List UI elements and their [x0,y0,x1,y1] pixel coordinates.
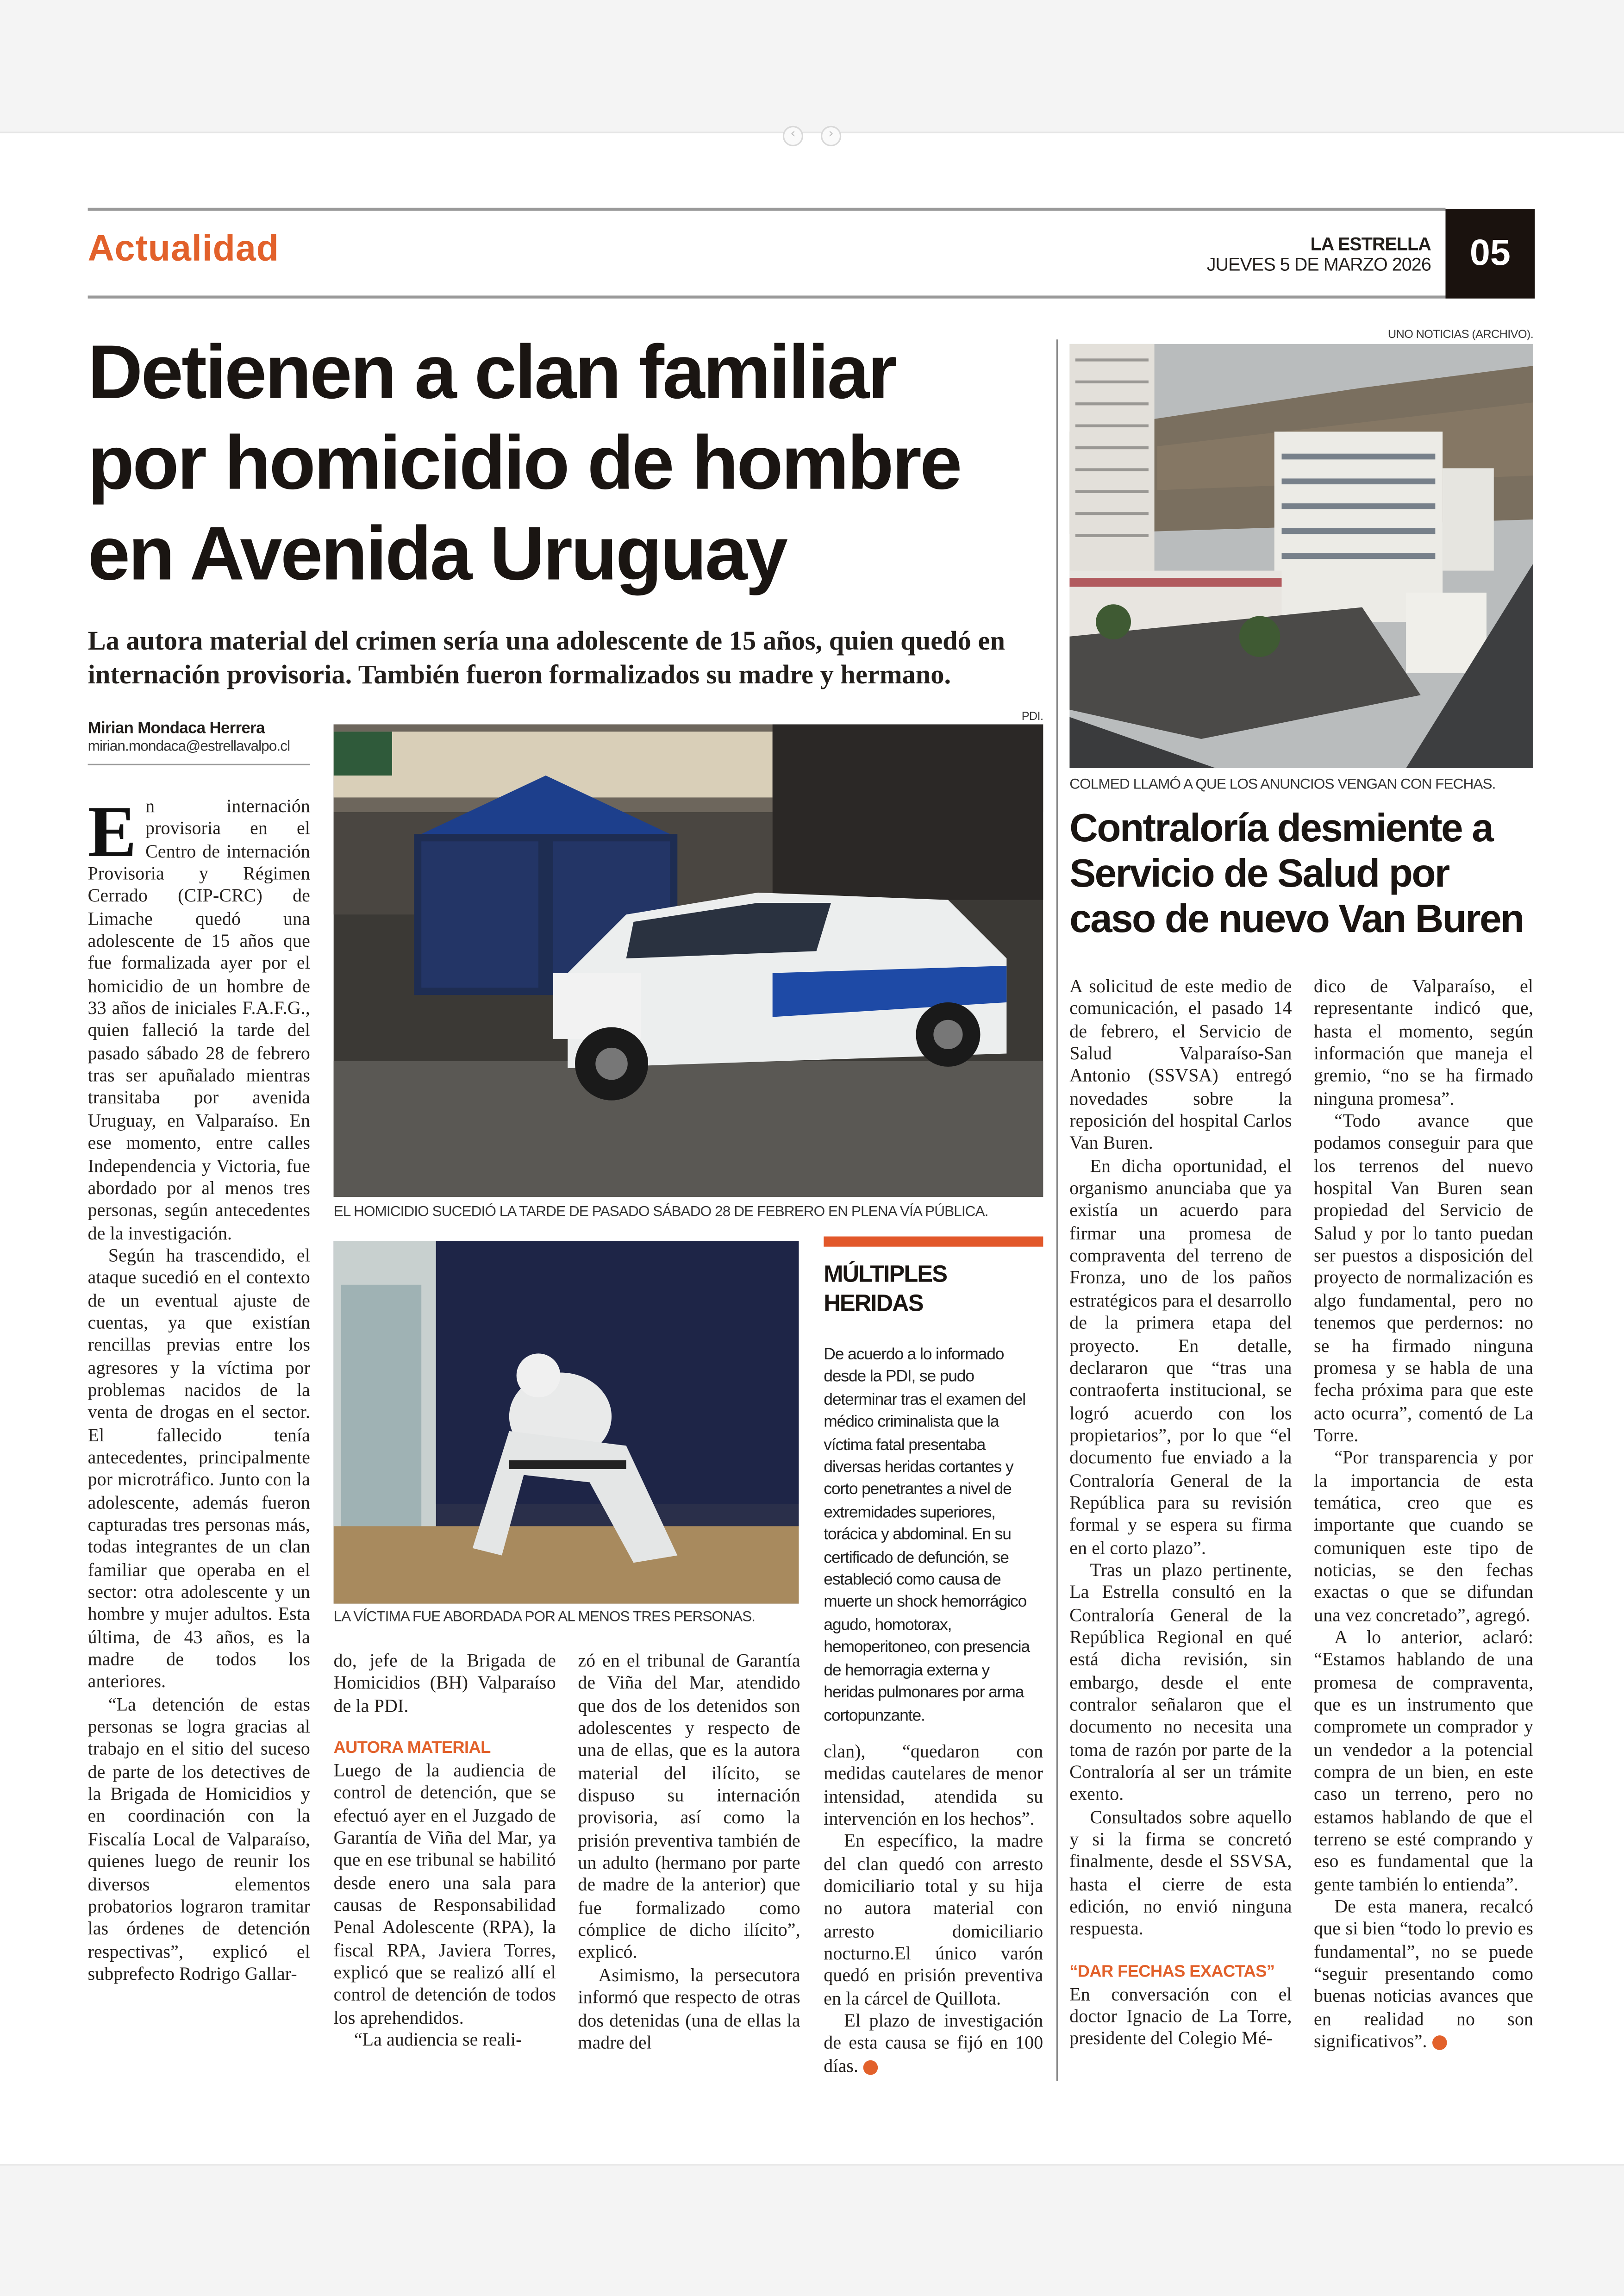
issue-date: JUEVES 5 DE MARZO 2026 [1206,254,1431,275]
paragraph: Según ha trascendido, el ataque sucedió en el contexto de un eventual ajuste de cuentas, ya que existían rencillas previas entre los agresores y la víctima por problemas nacidos de la venta de drogas en el sector. El fallecido tenía antecedentes, principalmente por microtráfico. Junto con la adolescente, además fueron capturadas tres personas más, todas integrantes de un clan familiar que operaba en el sector: otra adolescente y un hombre y mujer adultos. Esta última, de 43 años, es la madre de todos los anteriores. [87,1245,311,1692]
forensic-photo [334,1241,799,1604]
paragraph: do, jefe de la Brigada de Homicidios (BH) Valparaíso de la PDI. [333,1650,556,1716]
next-page-icon[interactable]: › [821,126,841,146]
main-deck: La autora material del crimen sería una adolescente de 15 años, quien quedó en internación provisoria. También fueron formalizados su madre y hermano. [87,627,1005,691]
paragraph: “Por transparencia y por la importancia de esta temática, creo que es importante que cuando se comuniquen este tipo de noticias, se den fechas exactas o que se difundan una vez concretado”, agregó. [1314,1447,1534,1626]
main-headline [88,328,1068,600]
prev-page-icon[interactable]: ‹ [783,126,803,146]
hospital-aerial-image [1069,344,1533,769]
article-column-1 [87,790,311,1986]
paragraph: dico de Valparaíso, el representante indicó que, hasta el momento, según información que maneja el gremio, “no se ha firmado ninguna promesa”. [1314,976,1534,1109]
headline-line: Servicio de Salud por [1069,851,1449,896]
second-article-column-2 [1314,976,1533,2054]
article-column-3 [578,1651,800,2055]
paragraph: A lo anterior, aclaró: “Estamos hablando de una promesa de compraventa, que es un instrumento que compromete un comprador y un vendedor a la potencial compra de un bien, en este caso un terreno, pero no estamos hablando de que el terreno se esté comprando y eso es fundamental que la gente también lo entienda”. [1314,1627,1534,1895]
byline [88,720,310,765]
subheading: “DAR FECHAS EXACTAS” [1069,1963,1275,1981]
header-bottom-rule [88,295,1446,298]
author-name: Mirian Mondaca Herrera [87,719,265,738]
star-end-icon: ✪ [1432,2036,1447,2051]
headline-line: caso de nuevo Van Buren [1069,897,1524,941]
second-article-column-1 [1069,976,1292,2051]
crime-scene-image [334,724,1043,1197]
page-number: 05 [1445,209,1535,299]
paragraph: En conversación con el doctor Ignacio de La Torre, presidente del Colegio Mé- [1069,1983,1292,2050]
paragraph: El plazo de investigación de esta causa se fijó en 100 días. [824,2010,1043,2077]
newspaper-name: LA ESTRELLA [1310,234,1431,255]
second-headline [1069,806,1537,942]
photo-credit: PDI. [1021,709,1043,723]
paragraph: Tras un plazo pertinente, La Estrella consultó en la Contraloría General de la República Regional en qué está dicha revisión, sin embargo, desde el ente contralor señalaron que el documento no necesita una toma de razón por parte de la Contraloría al ser un trámite exento. [1069,1559,1292,1805]
crime-scene-photo [334,724,1043,1197]
headline-line: en Avenida Uruguay [87,512,787,597]
paragraph: A solicitud de este medio de comunicación, el pasado 14 de febrero, el Servicio de Salud Valparaíso-San Antonio (SSVSA) entregó novedades sobre la reposición del hospital Carlos Van Buren. [1069,976,1292,1154]
photo-caption: EL HOMICIDIO SUCEDIÓ LA TARDE DE PASADO SÁBADO 28 DE FEBRERO EN PLENA VÍA PÚBLICA. [333,1204,988,1220]
paragraph: “La audiencia se reali- [354,2029,522,2051]
hospital-aerial-photo [1069,344,1533,769]
paragraph: zó en el tribunal de Garantía de Viña del Mar, atendido que dos de los detenidos son adolescentes y respecto de una de ellas, que es la autora material del ilícito, se dispuso su internación provisoria, así como la prisión preventiva también de un adulto (hermano por parte de madre de la anterior) que fue formalizado como cómplice de dicho ilícito”, explicó. [578,1650,800,1963]
forensic-image [334,1241,799,1604]
drop-cap: E [87,790,137,872]
sidebar-title: MÚLTIPLES HERIDAS [824,1263,947,1317]
star-end-icon: ✪ [863,2060,878,2075]
headline-line: Contraloría desmiente a [1069,806,1493,851]
sidebar-body: De acuerdo a lo informado desde la PDI, se pudo determinar tras el examen del médico criminalista que la víctima fatal presentaba diversas heridas cortantes y corto penetrantes a nivel de extremidades superiores, torácica y abdominal. En su certificado de defunción, se estableció como causa de muerte un shock hemorrágico agudo, homotorax, hemoperitoneo, con presencia de hemorragia externa y heridas pulmonares por arma cortopunzante. [824,1346,1030,1725]
paragraph: Luego de la audiencia de control de detención, que se efectuó ayer en el Juzgado de Garantía de Viña del Mar, ya que en ese tribunal se habilitó desde enero una sala para causas de Responsabilidad Penal Adolescente (RPA), la fiscal RPA, Javiera Torres, explicó que se realizó allí el control de detención de todos los aprehendidos. [333,1760,556,2028]
photo-caption: LA VÍCTIMA FUE ABORDADA POR AL MENOS TRES PERSONAS. [333,1609,756,1626]
paragraph: Consultados sobre aquello y si la firma se concretó finalmente, desde el SSVSA, hasta el cierre de esta edición, no envió ninguna respuesta. [1069,1807,1292,1939]
headline-line: por homicidio de hombre [87,421,961,507]
paragraph: “Todo avance que podamos conseguir para que los terrenos del nuevo hospital Van Buren sean propiedad del Servicio de Salud y por lo tanto puedan ser puestos a disposición del proyecto de normalización es algo fundamental, pero no tenemos que perdernos: no se ha firmado ninguna promesa y se habla de una fecha próxima para que este acto ocurra”, comentó de La Torre. [1314,1110,1534,1446]
subheading: AUTORA MATERIAL [333,1739,491,1758]
paragraph: De esta manera, recalcó que si bien “todo lo previo es fundamental”, no se puede “seguir presentando como buenas noticias avances que en realidad no son significativos”. [1314,1896,1534,2052]
section-title: Actualidad [87,228,279,269]
paragraph: En dicha oportunidad, el organismo anunciaba que ya existía un acuerdo para firmar una promesa de compraventa del terreno de Fronza, uno de los paños estratégicos para el desarrollo de la primera etapa del proyecto. En detalle, declararon que “tras una contraoferta institucional, se logró acuerdo con los propietarios”, por lo que “el documento fue enviado a la Contraloría General de la República para su revisión formal y se espera su firma en el corto plazo”. [1069,1155,1292,1558]
masthead [1207,234,1431,275]
photo-credit: UNO NOTICIAS (ARCHIVO). [1387,327,1534,341]
article-column-4 [824,1741,1043,2078]
column-divider [1056,339,1058,2081]
paragraph: n internación provisoria en el Centro de internación Provisoria y Régimen Cerrado (CIP-CRC) de Limache quedó una adolescente de 15 años que fue formalizada ayer por el homicidio de un hombre de 33 años de iniciales F.A.F.G., quien falleció la tarde del pasado sábado 28 de febrero tras ser apuñalado mientras transitaba por avenida Uruguay, en Valparaíso. En ese momento, entre calles Independencia y Victoria, fue abordado por al menos tres personas, según antecedentes de la investigación. [87,796,311,1243]
paragraph: En específico, la madre del clan quedó con arresto domiciliario total y su hija no autora material con arresto domiciliario nocturno.El único varón quedó en prisión preventiva en la cárcel de Quillota. [824,1831,1043,2009]
sidebar-accent-bar [824,1237,1043,1247]
author-email[interactable]: mirian.mondaca@estrellavalpo.cl [87,739,290,755]
headline-line: Detienen a clan familiar [87,331,896,416]
sidebar-box [824,1237,1043,1728]
paragraph: Asimismo, la persecutora informó que respecto de otras dos detenidas (una de ellas la madre del [578,1964,800,2053]
paragraph: clan), “quedaron con medidas cautelares de menor intensidad, atendida su intervención en los hechos”. [824,1741,1043,1829]
header-top-rule [88,208,1446,211]
paragraph: “La detención de estas personas se logra gracias al trabajo en el sitio del suceso de parte de los detectives de la Brigada de Homicidios y en coordinación con la Fiscalía Local de Valparaíso, quienes luego de reunir los diversos elementos probatorios lograron tramitar las órdenes de detención respectivas”, explicó el subprefecto Rodrigo Gallar- [87,1694,311,1984]
article-column-2 [334,1651,556,2052]
photo-caption: COLMED LLAMÓ A QUE LOS ANUNCIOS VENGAN CON FECHAS. [1069,777,1496,793]
